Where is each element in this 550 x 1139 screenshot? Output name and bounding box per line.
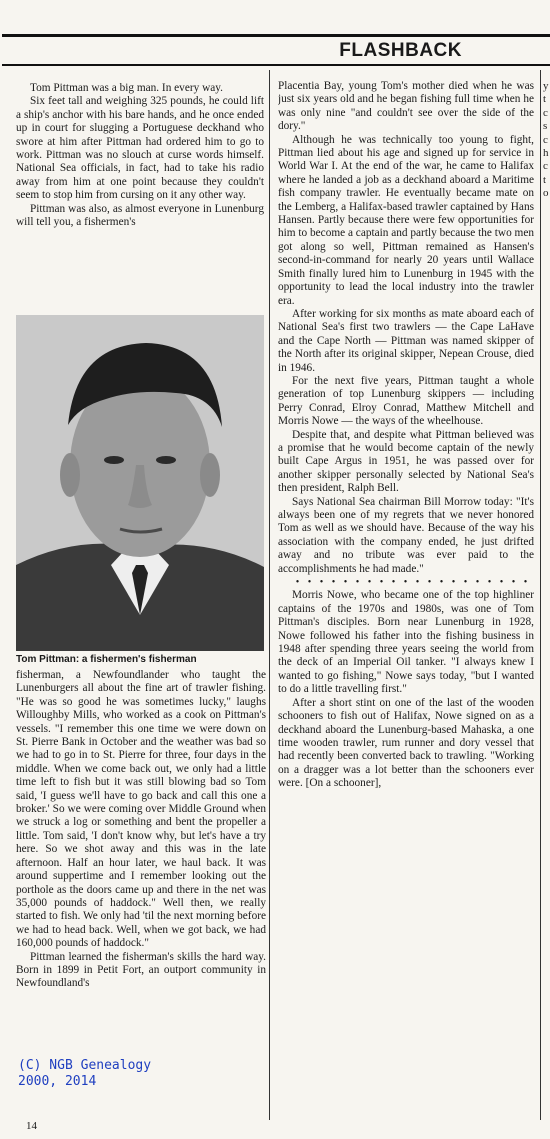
section-separator: • • • • • • • • • • • • • • • • • • • • [295,577,531,589]
paragraph: fisherman, a Newfoundlander who taught the Lunenburgers all about the fine art of trawler fishing. "He was so good he was sometimes lucky," laughs Willoughby Mills, who worked as a cook on Pittman's vessels. "I remember this one time we were down on St. Pierre Bank in October and the weather was bad so we had to go in to St. Pierre for three, four days in the middle. When we come back out, we only had a little time left to fish but it was still blowing bad so Tom said, 'I guess we'll have to go back and call this one a broker.' So we were coming over Middle Ground when we struck a log or something and bent the propeller a little. Tom said, 'I don't know why, but let's have a try here. So we shot away and this was in the late afternoon. Half an hour later, we haul back. It was around suppertime and I remember looking out the porthole as the doors came up and there in the net was 35,000 pounds of haddock." Well then, we really started to fish. We only had 'til the next morning before we had to head back. Well, when we got back, we had 160,000 pounds of haddock." [16,669,266,950]
section-title: FLASHBACK [339,40,462,61]
photo-caption: Tom Pittman: a fishermen's fisherman [16,654,197,665]
copyright-watermark [18,1058,151,1090]
paragraph: After a short stint on one of the last of the wooden schooners to fish out of Halifax, Nowe signed on as a deckhand aboard the Lunenburg-based Mahaska, a one time wooden trawler, rum runner and dory vessel that had recently been converted back to trawling. "Working on a dragger was a lot better than the schooners ever were. [On a schooner], [278,696,534,790]
watermark-line-2: 2000, 2014 [18,1074,97,1089]
paragraph: Despite that, and despite what Pittman believed was a promise that he would become captain of the newly built Cape Argus in 1951, he was passed over for another skipper personally selected by National Sea's then president, Ralph Bell. [278,428,534,495]
header-rule [2,64,550,66]
portrait-photo [16,315,264,651]
paragraph: Morris Nowe, who became one of the top highliner captains of the 1970s and 1980s, was one of Tom Pittman's disciples. Born near Lunenburg in 1928, Nowe followed his father into the fishing business in 1948 after spending three years seeing the world from the deck of an Imperial Oil tanker. "I always knew I wanted to go fishing," Nowe says today, "but I wanted to do a little travelling first." [278,589,534,696]
column-1-top [16,82,264,312]
watermark-line-1: (C) NGB Genealogy [18,1058,152,1073]
paragraph: Pittman learned the fisherman's skills the hard way. Born in 1899 in Petit Fort, an outport community in Newfoundland's [16,950,266,990]
adjacent-column-fragment [543,80,550,201]
column-divider-right [540,70,541,1120]
paragraph: Tom Pittman was a big man. In every way. [30,82,223,94]
paragraph: Although he was technically too young to fight, Pittman lied about his age and signed up for service in World War I. At the end of the war, he came to Halifax where he landed a job as a deckhand aboard a Maritime fish company trawler. He eventually became mate on the Lemberg, a Halifax-based trawler captained by Hans Hansen. Partly because there were few opportunities for him to become a captain and partly because the two men got along so well, Pittman remained as Hansen's second-in-command for nearly 20 years until Wallace Smith finally lured him to Lunenburg in 1945 with the opportunity to lead the local industry into the trawler era. [278,133,534,307]
fragment-letter: t [543,93,547,106]
top-rule [2,34,550,37]
portrait-image [16,315,264,651]
fragment-letter: c [543,106,548,119]
fragment-letter: c [543,160,548,173]
paragraph: For the next five years, Pittman taught a whole generation of top Lunenburg skippers — including Perry Conrad, Elroy Conrad, Matthew Mitchell and Morris Nowe — the ways of the wheelhouse. [278,374,534,428]
paragraph: Six feet tall and weighing 325 pounds, he could lift a ship's anchor with his bare hands, and he once ended up in court for slugging a Portuguese deckhand who swore at him after Pittman had ordered him to go to work. Pittman was no slouch at curse words himself. National Sea officials, in fact, had to take his radio away from him at one point because they couldn't seem to stop him from cursing on it any other way. [16,95,264,202]
column-2 [278,80,534,1110]
fragment-letter: s [543,120,548,133]
fragment-letter: h [543,147,549,160]
fragment-letter: c [543,133,548,146]
paragraph: Pittman was also, as almost everyone in Lunenburg will tell you, a fishermen's [16,202,264,229]
fragment-letter: o [543,187,549,200]
paragraph: Placentia Bay, young Tom's mother died when he was just six years old and he began fishing full time when he was only nine "and couldn't see over the side of the dory." [278,80,534,133]
fragment-letter: t [543,173,547,186]
paragraph: After working for six months as mate aboard each of National Sea's first two trawlers — the Cape LaHave and the Cape North — Pittman was named skipper of the North after its original skipper, Nepean Crouse, died in 1946. [278,307,534,374]
paragraph: Says National Sea chairman Bill Morrow today: "It's always been one of my regrets that we never honored Tom as well as we should have. Because of the way his association with the company ended, he just drifted away and no tribute was ever paid to the accomplishments he had made." [278,495,534,575]
page-number: 14 [26,1120,37,1132]
column-divider [269,70,270,1120]
fragment-letter: y [543,80,549,92]
